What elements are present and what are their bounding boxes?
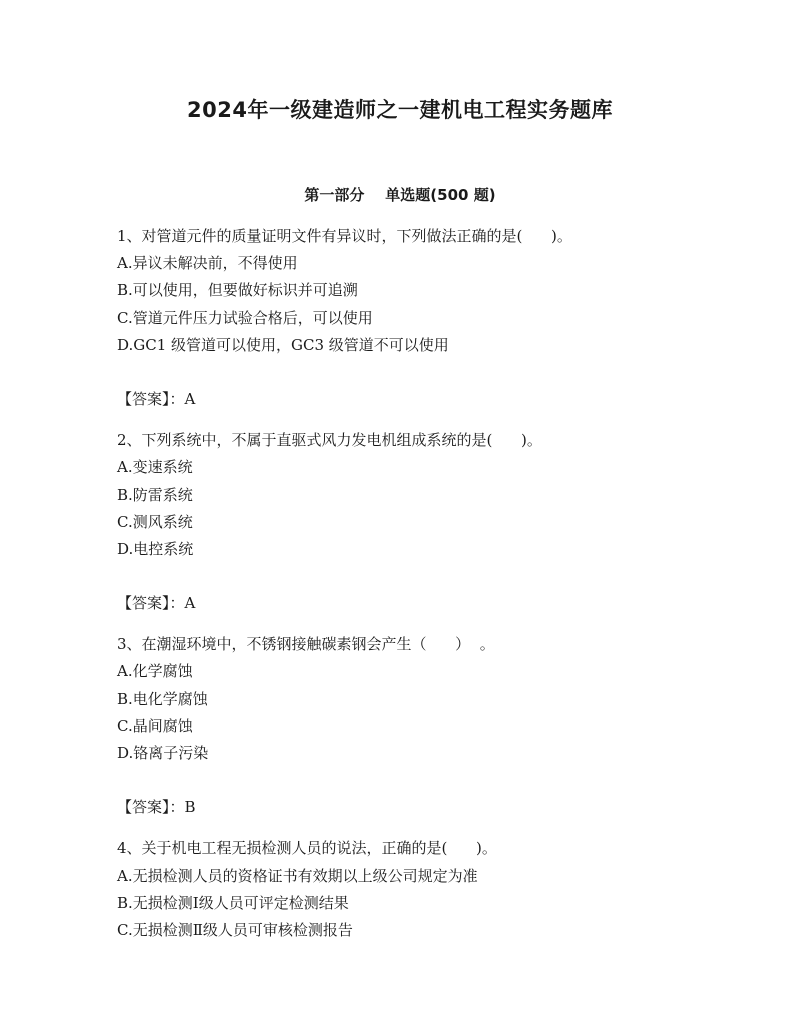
option-c: C.晶间腐蚀	[117, 716, 193, 735]
option-c: C.无损检测Ⅱ级人员可审核检测报告	[117, 920, 353, 939]
question-3	[117, 631, 757, 821]
option-b: B.防雷系统	[117, 485, 193, 504]
question-stem: 2、下列系统中，不属于直驱式风力发电机组成系统的是( )。	[117, 431, 542, 450]
question-4	[117, 835, 757, 944]
answer-label: 【答案】：A	[117, 389, 196, 408]
question-stem: 1、对管道元件的质量证明文件有异议时，下列做法正确的是( )。	[117, 227, 572, 245]
option-a: A.异议未解决前，不得使用	[117, 254, 298, 273]
option-a: A.化学腐蚀	[117, 662, 193, 681]
option-c: C.测风系统	[117, 512, 193, 531]
document-title: 2024年一级建造师之一建机电工程实务题库	[187, 98, 613, 122]
option-a: A.无损检测人员的资格证书有效期以上级公司规定为准	[117, 866, 478, 885]
option-b: B.电化学腐蚀	[117, 689, 208, 708]
option-d: D.电控系统	[117, 539, 194, 558]
question-list	[117, 223, 757, 944]
option-d: D.铬离子污染	[117, 744, 209, 762]
option-a: A.变速系统	[117, 458, 193, 477]
option-b: B.无损检测Ⅰ级人员可评定检测结果	[117, 893, 349, 912]
section-title: 第一部分 单选题(500 题)	[304, 186, 496, 204]
option-b: B.可以使用，但要做好标识并可追溯	[117, 281, 358, 300]
question-stem: 3、在潮湿环境中，不锈钢接触碳素钢会产生（ ） 。	[117, 635, 495, 654]
question-2	[117, 427, 757, 617]
answer-label: 【答案】：B	[117, 798, 196, 817]
question-1	[117, 223, 757, 413]
option-c: C.管道元件压力试验合格后，可以使用	[117, 308, 373, 327]
answer-label: 【答案】：A	[117, 594, 196, 613]
option-d: D.GC1 级管道可以使用，GC3 级管道不可以使用	[117, 335, 449, 354]
question-stem: 4、关于机电工程无损检测人员的说法，正确的是( )。	[117, 839, 497, 858]
